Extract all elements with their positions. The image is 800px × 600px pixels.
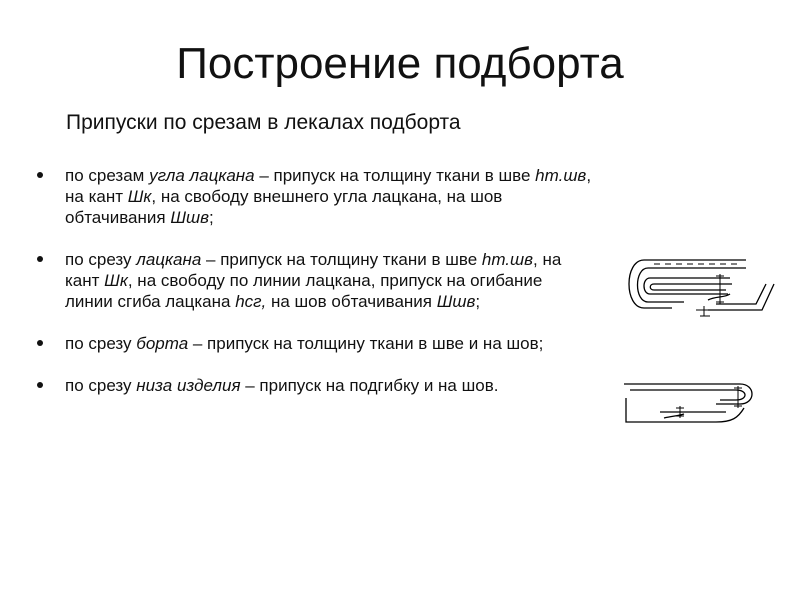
bullet-item <box>34 375 594 396</box>
bullet-item <box>34 165 594 228</box>
bullet-text: по срезам угла лацкана – припуск на толщину ткани в шве hт.шв, на кант Шк, на свободу внешнего угла лацкана, на шов обтачивания Шшв; <box>65 166 592 227</box>
front-edge-seam-diagram <box>620 378 760 438</box>
bullet-dot-icon <box>37 256 43 262</box>
bullet-item <box>34 333 594 354</box>
page-title: Построение подборта <box>176 39 624 88</box>
bullet-text: по срезу борта – припуск на толщину ткани в шве и на шов; <box>65 334 544 353</box>
bullet-text: по срезу лацкана – припуск на толщину ткани в шве hт.шв, на кант Шк, на свободу по линии лацкана, припуск на огибание линии сгиба лацкана hсг, на шов обтачивания Шшв; <box>65 250 562 311</box>
lapel-seam-diagram <box>620 254 780 334</box>
bullet-dot-icon <box>37 382 43 388</box>
bullet-item <box>34 249 594 312</box>
page-subtitle: Припуски по срезам в лекалах подборта <box>66 111 461 134</box>
bullet-text: по срезу низа изделия – припуск на подгибку и на шов. <box>65 376 499 395</box>
bullet-dot-icon <box>37 340 43 346</box>
bullet-list <box>34 165 594 396</box>
bullet-dot-icon <box>37 172 43 178</box>
